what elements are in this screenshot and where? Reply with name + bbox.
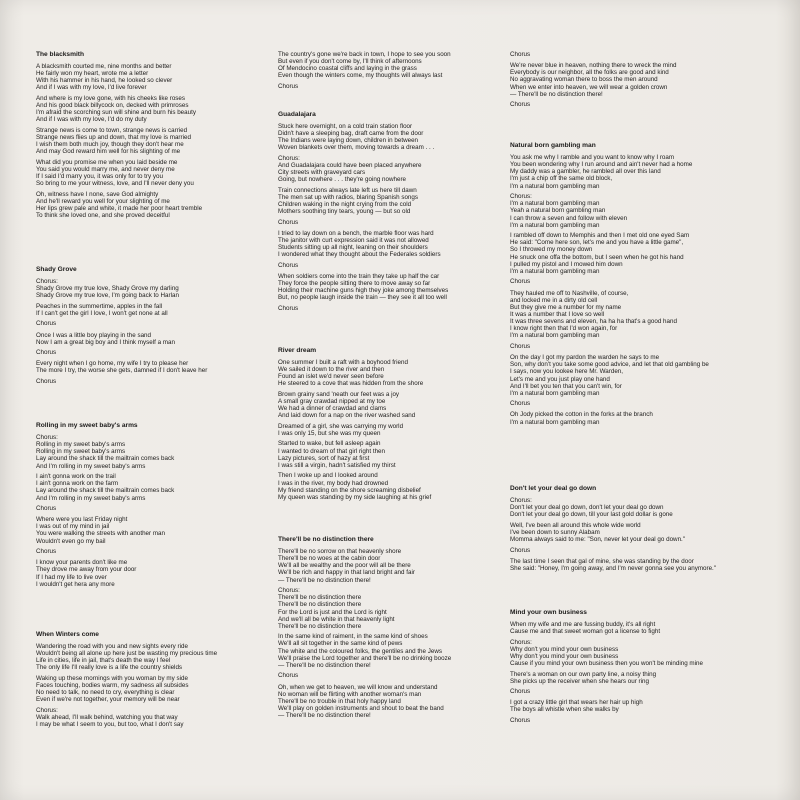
stanza: Waking up these mornings with you woman by my side Faces touching, bodies warm, my sadness all subsides No need to talk, no need to cry, everything is clear Even if we're not together, your memory will be near xyxy=(36,674,189,704)
song-title: Don't let your deal go down xyxy=(510,485,597,492)
stanza: I know your parents don't like me They drove me away from your door If I had my life to live over I wouldn't get hera any more xyxy=(36,559,137,588)
stanza: When my wife and me are fussing buddy, it's all right Cause me and that sweet woman got a license to fight xyxy=(510,621,661,636)
song-rolling-in-my-sweet-babys-arms xyxy=(36,422,266,591)
stanza: In the same kind of raiment, in the same kind of shoes We'll all sit together in the same kind of pews The white and the coloured folks, the gentiles and the Jews We'll praise the Lord together and there'll be no drinking booze — There'll be no distinction there! xyxy=(278,633,452,669)
stanza: Chorus: There'll be no distinction there There'll be no distinction there For the Lord is just and the Lord is right And we'll all be white in that heavenly light There'll be no distinction there xyxy=(278,587,395,630)
stanza: Oh, when we get to heaven, we will know and understand No woman will be flirting with another woman's man There'll be no trouble in that holy happy land We'll play on golden instruments and shout to beat the band — There'll be no distinction there! xyxy=(278,683,444,720)
song-title: Natural born gambling man xyxy=(510,142,596,149)
chorus-reference: Chorus xyxy=(510,716,531,724)
stanza: Chorus: Walk ahead, I'll walk behind, watching you that way I may be what I seem to you, but too, what I don't say xyxy=(36,706,184,729)
song-dont-let-your-deal-go-down xyxy=(510,485,790,575)
chorus-reference: Chorus xyxy=(510,101,531,109)
song-title: Shady Grove xyxy=(36,266,77,273)
song-the-blacksmith xyxy=(36,51,266,223)
stanza: Chorus: Don't let your deal go down, don't let your deal go down Don't let your deal go down, till your last gold dollar is gone xyxy=(510,497,673,519)
stanza: Train connections always late left us here till dawn The men sat up with radios, blaring Spanish songs Children waking in the night crying from the cold Mothers soothing tiny tears, young — but so old xyxy=(278,186,419,216)
stanza: Strange news is come to town, strange news is carried Strange news flies up and down, that my love is married I wish them both much joy, though they don't hear me And may God reward him well for his slighting of me xyxy=(36,126,191,156)
stanza: There's a woman on our own party line, a noisy thing She picks up the receiver when she hears our ring xyxy=(510,670,657,685)
stanza: I got a crazy little girl that wears her hair up high The boys all whistle when she walks by xyxy=(510,699,643,714)
chorus-reference: Chorus xyxy=(36,349,57,357)
stanza: We're never blue in heaven, nothing there to wreck the mind Everybody is our neighbor, all the folks are good and kind No aggravating woman there to boss the men around When we enter into heaven, we will wear a golden crown — There'll be no distinction there! xyxy=(510,62,677,98)
song-therell-be-no-distinction-there-continued xyxy=(510,51,790,112)
chorus-reference: Chorus xyxy=(510,400,531,408)
song-title: When Winters come xyxy=(36,631,99,638)
stanza: There'll be no sorrow on that heavenly shore There'll be no woes at the cabin door We'll all be wealthy and the poor will all be there We'll be rich and happy in that land bright and fair — There'll be no distinction there! xyxy=(278,548,415,584)
stanza: What did you promise me when you laid beside me You said you would marry me, and never deny me If I said I'd marry you, it was only for to try you So bring to me your witness, love, and I'll never deny you xyxy=(36,158,194,188)
stanza: A blacksmith courted me, nine months and better He fairly won my heart, wrote me a letter With his hammer in his hand, he looked so clever And if I was with my love, I'd live forever xyxy=(36,63,173,92)
chorus-reference: Chorus xyxy=(278,261,299,269)
chorus-reference: Chorus xyxy=(510,342,531,350)
stanza: Chorus: I'm a natural born gambling man Yeah a natural born gambling man I can throw a seven and follow with eleven I'm a natural born gambling man xyxy=(510,193,628,229)
song-when-winters-come xyxy=(36,631,266,732)
chorus-reference: Chorus xyxy=(278,218,299,226)
song-title: Mind your own business xyxy=(510,609,587,616)
stanza: When soldiers come into the train they take up half the car They force the people sitting there to move away so far Holding their machine guns high they joke among themselves But, no people laugh inside the train — they see it all too well xyxy=(278,273,449,302)
stanza: Brown grainy sand 'neath our feet was a joy A small gray crawdad nipped at my toe We had a dinner of crawdad and clams And laid down for a nap on the river washed sand xyxy=(278,390,416,420)
song-title: Rolling in my sweet baby's arms xyxy=(36,422,138,429)
song-title: There'll be no distinction there xyxy=(278,536,374,543)
stanza: Once I was a little boy playing in the sand Now I am a great big boy and I think myself a man xyxy=(36,331,175,346)
stanza: You ask me why I ramble and you want to know why I roam You been wondering why I run around and ain't never had a home My daddy was a gambler, he rambled all over this land I'm just a chip off the same old block, I'm a natural born gambling man xyxy=(510,154,693,190)
chorus-reference: Chorus xyxy=(510,278,531,286)
song-therell-be-no-distinction-there xyxy=(278,536,510,723)
song-river-dream xyxy=(278,347,510,504)
chorus-reference: Chorus xyxy=(278,82,299,90)
song-shady-grove xyxy=(36,266,266,389)
stanza: Peaches in the summertime, apples in the fall If I can't get the girl I love, I won't get none at all xyxy=(36,302,168,317)
song-natural-born-gambling-man xyxy=(510,142,790,429)
chorus-reference: Chorus xyxy=(36,505,57,512)
stanza: I rambled off down to Memphis and then I met old one eyed Sam He said: "Come here son, let's me and you have a little game", So I throwed my money down He snuck one offa the bottom, but I seen when he got his hand I pulled my pistol and I mowed him down I'm a natural born gambling man xyxy=(510,232,690,275)
chorus-reference: Chorus xyxy=(36,320,57,328)
stanza: Chorus: Shady Grove my true love, Shady Grove my darling Shady Grove my true love, I'm going back to Harlan xyxy=(36,278,179,300)
chorus-reference: Chorus xyxy=(278,672,299,680)
stanza: Started to wake, but fell asleep again I wanted to dream of that girl right then Lazy pictures, sort of hazy at first I was still a virgin, hadn't satisfied my thirst xyxy=(278,440,396,469)
stanza: Wandering the road with you and new sights every ride Wouldn't being all alone up here just be wasting my precious time Life in cities, life in jail, that's death the way I feel The only life I'll really love is a life the country shields xyxy=(36,643,218,672)
stanza: And where is my love gone, with his cheeks like roses And his good black billycock on, decked with primroses I'm afraid the scorching sun will shine and burn his beauty And if I was with my love, I'd do my duty xyxy=(36,94,196,124)
stanza: I tried to lay down on a bench, the marble floor was hard The janitor with curt expression said it was not allowed Students sitting up all night, leaning on their shoulders I wondered what they thought about the Federales soldiers xyxy=(278,229,441,259)
stanza: Where were you last Friday night I was out of my mind in jail You were walking the streets with another man Wouldn't even go my bail xyxy=(36,516,166,545)
chorus-reference: Chorus xyxy=(510,688,531,696)
stanza: Well, I've been all around this whole wide world I've been down to sunny Alabam Momma always said to me: "Son, never let your deal go down." xyxy=(510,521,686,544)
stanza: On the day I got my pardon the warden he says to me Son, why don't you take some good advice, and let that old gambling be I says, now you lookee here Mr. Warden, Let's me and you just play one hand And I'll bet you ten that you can't win, for I'm a natural born gambling man xyxy=(510,354,709,397)
stanza: I ain't gonna work on the trail I ain't gonna work on the farm Lay around the shack till the mailtrain comes back And I'm rolling in my sweet baby's arms xyxy=(36,473,175,502)
stanza: Then I woke up and I looked around I was in the river, my body had drowned My friend standing on the shore screaming disbelief My queen was standing by my side laughing at his grief xyxy=(278,472,432,501)
chorus-reference: Chorus xyxy=(36,548,57,556)
chorus-reference: Chorus xyxy=(510,51,531,58)
stanza: The country's gone we're back in town, I hope to see you soon But even if you don't come by, I'll think of afternoons Of Mendocino coastal cliffs and laying in the grass Even though the winters come, my thoughts will always last xyxy=(278,51,451,80)
stanza: Chorus: Why don't you mind your own business Why don't you mind your own business Cause if you mind your own business then you won't be minding mine xyxy=(510,638,703,668)
song-title: Guadalajara xyxy=(278,111,316,118)
stanza: They hauled me off to Nashville, of course, and locked me in a dirty old cell But they give me a number for my name It was a number that I love so well It was three sevens and eleven, ha ha ha that's a good hand I know right then that I'd won again, for I'm a natural born gambling man xyxy=(510,289,677,340)
chorus-reference: Chorus xyxy=(278,304,299,312)
stanza: Stuck here overnight, on a cold train station floor Didn't have a sleeping bag, draft came from the door The Indians were laying down, children in between Woven blankets over them, moving towards a dream . . . xyxy=(278,123,435,152)
stanza: Chorus: Rolling in my sweet baby's arms Rolling in my sweet baby's arms Lay around the shack till the mailtrain comes back And I'm rolling in my sweet baby's arms xyxy=(36,434,175,470)
song-title: The blacksmith xyxy=(36,51,85,58)
song-guadalajara xyxy=(278,111,510,316)
chorus-reference: Chorus xyxy=(510,546,531,554)
stanza: One summer I built a raft with a boyhood friend We sailed it down to the river and then Found an islet we'd never seen before He steered to a cove that was hidden from the shore xyxy=(278,359,424,388)
stanza: Every night when I go home, my wife I try to please her The more I try, the worse she gets, damned if I don't leave her xyxy=(36,360,208,375)
stanza: Chorus: And Guadalajara could have been placed anywhere City streets with graveyard cars Going, but nowhere . . . they're going nowhere xyxy=(278,154,422,184)
chorus-reference: Chorus xyxy=(36,377,57,385)
song-title: River dream xyxy=(278,347,317,354)
song-mind-your-own-business xyxy=(510,609,790,728)
stanza: Oh, witness have I none, save God almighty And he'll reward you well for your slighting of me Her lips grew pale and white, it made her poor heart tremble To think she loved one, and she proved deceitful xyxy=(36,190,203,220)
stanza: Dreamed of a girl, she was carrying my world I was only 15, but she was my queen xyxy=(278,422,404,437)
stanza: The last time I seen that gal of mine, she was standing by the door She said: "Honey, I'm going away, and I'm never gonna see you anymore." xyxy=(510,557,717,572)
song-when-winters-come-continued xyxy=(278,51,510,94)
stanza: Oh Jody picked the cotton in the forks at the branch I'm a natural born gambling man xyxy=(510,411,653,426)
